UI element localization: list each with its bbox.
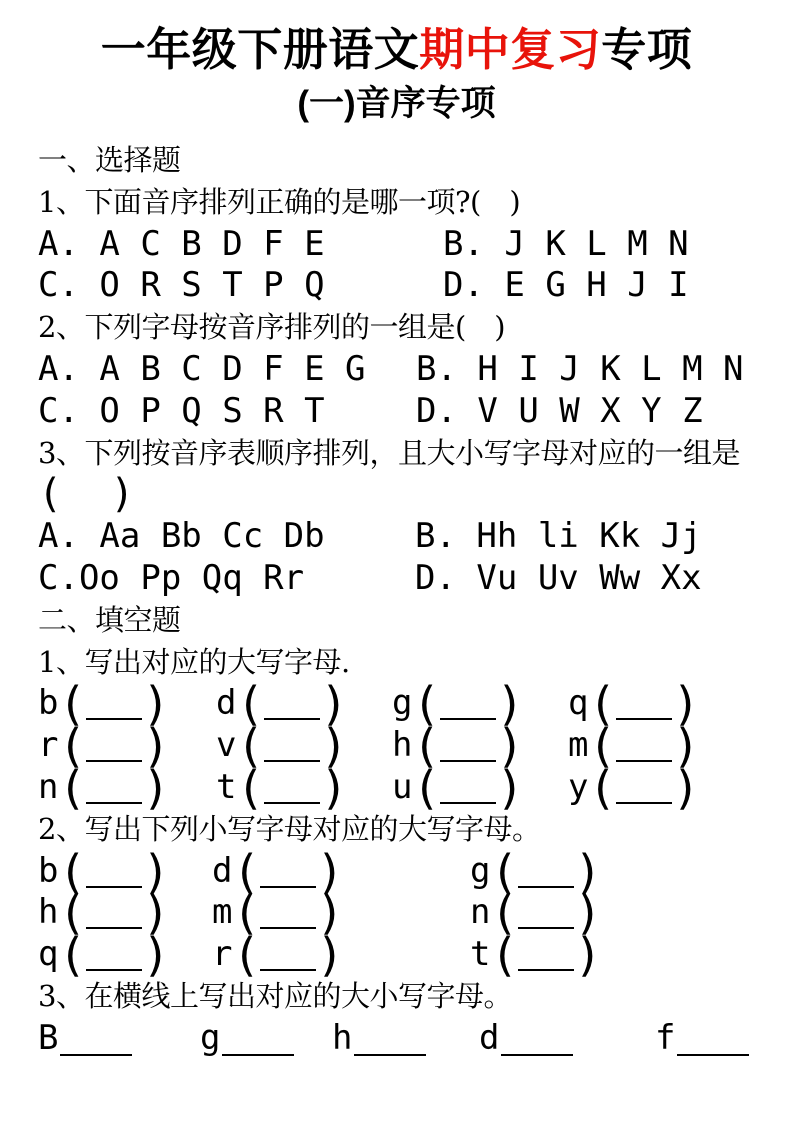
- fill-row: [38, 760, 793, 815]
- blank-letter: d: [216, 683, 237, 724]
- blank-letter: f: [655, 1017, 676, 1058]
- blank-letter: g: [392, 683, 413, 724]
- q3-option-row-1: [38, 516, 793, 558]
- paren-open: (: [232, 844, 261, 899]
- page-subtitle: (一)音序专项: [297, 84, 496, 123]
- option-cell-c: C.Oo Pp Qq Rr: [38, 557, 305, 598]
- page-title: [0, 22, 793, 78]
- blank-letter: q: [38, 934, 59, 975]
- paren-close: ): [142, 719, 170, 774]
- title-highlight: 期中复习: [419, 24, 602, 75]
- option-cell-c: C. O R S T P Q: [38, 265, 325, 306]
- blank-line: [86, 782, 142, 804]
- paren-open: (: [236, 677, 265, 732]
- blank-letter: h: [38, 892, 59, 933]
- paren-close: ): [496, 719, 524, 774]
- blank-line: [86, 866, 142, 888]
- q3-answer-bracket: [38, 471, 793, 518]
- blank-letter: b: [38, 850, 59, 891]
- paren-close: ): [316, 844, 344, 899]
- fill-blank-cell: [392, 760, 524, 815]
- option-cell-a: A. Aa Bb Cc Db: [38, 516, 325, 557]
- paren-open: (: [588, 677, 617, 732]
- fill-row: [38, 928, 793, 983]
- q3-option-row-2: [38, 558, 793, 600]
- fill-blank-cell: [38, 760, 170, 815]
- fill-question-3-text: 3、在横线上写出对应的大小写字母。: [38, 978, 512, 1013]
- paren-close: ): [142, 677, 170, 732]
- blank-line: [616, 782, 672, 804]
- paren-close: ): [142, 844, 170, 899]
- blank-letter: t: [470, 934, 491, 975]
- underline-blank-cell: [655, 1018, 749, 1065]
- underline-blank-cell: [332, 1018, 426, 1065]
- question-1-text: 1、下面音序排列正确的是哪一项?( ): [38, 184, 521, 219]
- option-cell-b: B. H I J K L M N: [416, 348, 744, 389]
- blank-letter: n: [470, 892, 491, 933]
- blank-line: [222, 1034, 294, 1056]
- option-cell-a: A. A B C D F E G: [38, 348, 366, 389]
- blank-line: [260, 949, 316, 971]
- underline-blank-cell: [38, 1018, 132, 1065]
- paren-close: ): [320, 760, 348, 815]
- paren-open: (: [236, 719, 265, 774]
- paren-close: ): [574, 928, 602, 983]
- question-3-text: 3、下列按音序表顺序排列，且大小写字母对应的一组是: [38, 435, 740, 470]
- paren-open: (: [490, 844, 519, 899]
- section-heading-choice: 一、选择题: [38, 143, 181, 177]
- paren-open: (: [490, 886, 519, 941]
- paren-close: ): [574, 886, 602, 941]
- answer-bracket: ( ): [38, 471, 135, 518]
- blank-line: [264, 740, 320, 762]
- paren-open: (: [232, 928, 261, 983]
- paren-open: (: [412, 677, 441, 732]
- paren-close: ): [672, 719, 700, 774]
- option-cell-d: D. V U W X Y Z: [416, 390, 703, 431]
- paren-close: ): [672, 677, 700, 732]
- blank-letter: h: [392, 725, 413, 766]
- blank-line: [616, 698, 672, 720]
- paren-open: (: [588, 719, 617, 774]
- blank-letter: g: [470, 850, 491, 891]
- paren-open: (: [412, 719, 441, 774]
- paren-close: ): [142, 928, 170, 983]
- fill-blank-cell: [216, 760, 348, 815]
- blank-letter: r: [38, 725, 59, 766]
- blank-line: [264, 698, 320, 720]
- underline-row: [38, 1018, 793, 1060]
- option-cell-c: C. O P Q S R T: [38, 390, 325, 431]
- blank-letter: h: [332, 1017, 353, 1058]
- blank-letter: q: [568, 683, 589, 724]
- blank-letter: v: [216, 725, 237, 766]
- fill-question-1-text: 1、写出对应的大写字母.: [38, 644, 350, 679]
- section-heading-fill: 二、填空题: [38, 602, 181, 637]
- blank-line: [440, 698, 496, 720]
- blank-letter: g: [200, 1017, 221, 1058]
- blank-letter: d: [479, 1017, 500, 1058]
- blank-line: [677, 1034, 749, 1056]
- paren-close: ): [320, 719, 348, 774]
- blank-letter: t: [216, 766, 237, 807]
- q1-option-row-2: [38, 265, 793, 307]
- q1-option-row-1: [38, 224, 793, 266]
- blank-line: [264, 782, 320, 804]
- paren-close: ): [496, 677, 524, 732]
- blank-line: [440, 740, 496, 762]
- blank-letter: d: [212, 850, 233, 891]
- option-cell-a: A. A C B D F E: [38, 223, 325, 264]
- blank-line: [518, 949, 574, 971]
- paren-close: ): [574, 844, 602, 899]
- question-2-text: 2、下列字母按音序排列的一组是( ): [38, 310, 506, 345]
- option-cell-d: D. E G H J I: [443, 265, 689, 306]
- paren-open: (: [58, 760, 87, 815]
- paren-close: ): [496, 760, 524, 815]
- blank-line: [86, 949, 142, 971]
- paren-open: (: [58, 844, 87, 899]
- blank-line: [440, 782, 496, 804]
- paren-open: (: [232, 886, 261, 941]
- paren-close: ): [142, 886, 170, 941]
- underline-blank-cell: [479, 1018, 573, 1065]
- blank-letter: m: [212, 892, 233, 933]
- paren-open: (: [236, 760, 265, 815]
- paren-open: (: [58, 928, 87, 983]
- option-cell-b: B. Hh li Kk Jj: [415, 516, 702, 557]
- paren-close: ): [316, 928, 344, 983]
- fill-blank-cell: [568, 760, 700, 815]
- fill-blank-cell: [38, 928, 170, 983]
- blank-line: [354, 1034, 426, 1056]
- blank-letter: b: [38, 683, 59, 724]
- blank-letter: u: [392, 766, 413, 807]
- blank-letter: n: [38, 766, 59, 807]
- blank-line: [501, 1034, 573, 1056]
- blank-line: [260, 866, 316, 888]
- blank-letter: m: [568, 725, 589, 766]
- q2-option-row-2: [38, 391, 793, 433]
- blank-line: [86, 740, 142, 762]
- blank-line: [518, 907, 574, 929]
- option-cell-b: B. J K L M N: [443, 223, 689, 264]
- underline-blank-cell: [200, 1018, 294, 1065]
- paren-close: ): [142, 760, 170, 815]
- blank-letter: B: [38, 1017, 59, 1058]
- blank-line: [86, 698, 142, 720]
- blank-letter: y: [568, 766, 589, 807]
- header: [0, 22, 793, 126]
- fill-blank-cell: [212, 928, 344, 983]
- paren-open: (: [490, 928, 519, 983]
- blank-line: [86, 907, 142, 929]
- paren-close: ): [316, 886, 344, 941]
- fill-question-2-text: 2、写出下列小写字母对应的大写字母。: [38, 811, 541, 846]
- paren-open: (: [412, 760, 441, 815]
- blank-line: [260, 907, 316, 929]
- paren-open: (: [58, 719, 87, 774]
- blank-line: [616, 740, 672, 762]
- paren-open: (: [58, 677, 87, 732]
- title-pre: 一年级下册语文: [100, 24, 420, 75]
- blank-line: [60, 1034, 132, 1056]
- title-post: 专项: [601, 24, 693, 75]
- content: [0, 126, 793, 1060]
- blank-letter: r: [212, 934, 233, 975]
- blank-line: [518, 866, 574, 888]
- fill-blank-cell: [470, 928, 602, 983]
- paren-open: (: [58, 886, 87, 941]
- paren-close: ): [672, 760, 700, 815]
- option-cell-d: D. Vu Uv Ww Xx: [415, 557, 702, 598]
- paren-open: (: [588, 760, 617, 815]
- paren-close: ): [320, 677, 348, 732]
- q2-option-row-1: [38, 349, 793, 391]
